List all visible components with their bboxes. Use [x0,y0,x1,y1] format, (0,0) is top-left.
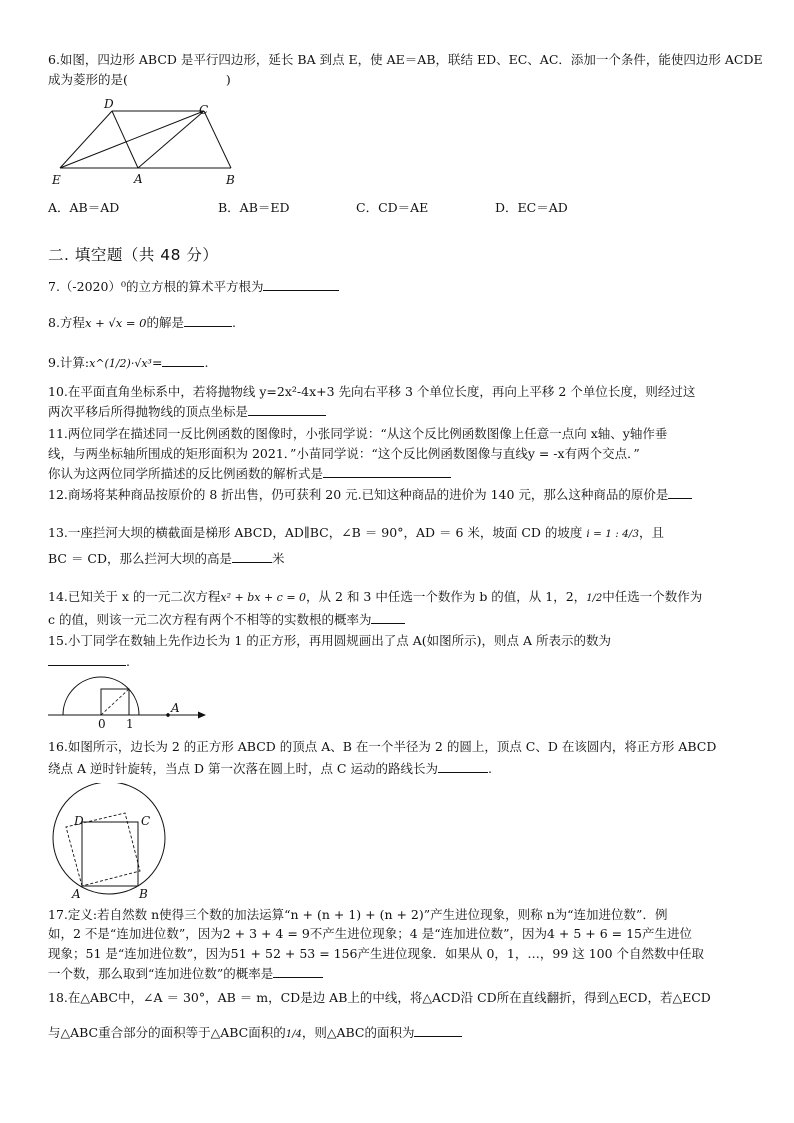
q13-text-end: ，且 [639,525,665,540]
q9 [48,354,208,373]
q11-line2: 线，与两坐标轴所围成的矩形面积为 2021．”小苗同学说：“这个反比例函数图像与直线y = -x有两个交点．” [48,446,640,461]
q12-answer-blank[interactable] [668,486,692,499]
q9-text-start: 9.计算: [48,355,90,370]
q6-label-c: C [199,103,209,117]
q9-period: . [204,355,209,370]
q14-line2 [48,611,405,629]
q16-line1: 16.如图所示，边长为 2 的正方形 ABCD 的顶点 A、B 在一个半径为 2 的圆上，顶点 C、D 在该圆内，将正方形 ABCD [48,739,717,754]
q12-text: 12.商场将某种商品按原价的 8 折出售，仍可获利 20 元.已知这种商品的进价为 140 元，那么这种商品的原价是 [48,487,669,502]
q9-answer-blank[interactable] [162,354,204,367]
q10-line1: 10.在平面直角坐标系中，若将抛物线 y=2x²-4x+3 先向右平移 3 个单位长度，再向上平移 2 个单位长度，则经过这 [48,384,696,399]
q7-text: 7.（-2020）⁰的立方根的算术平方根为 [48,279,264,294]
q6-choice-d[interactable]: D．EC＝AD [495,200,568,215]
q16-circle-square-figure [48,783,178,901]
q6-parallelogram-figure [46,98,246,186]
q8-text-end: 的解是 [146,315,184,330]
q11-answer-blank[interactable] [323,465,451,478]
q16-label-c: C [141,814,151,828]
q16-period: . [487,761,492,776]
q17-text: 一个数，那么取到“连加进位数”的概率是 [48,966,274,981]
q6-paren-close: ) [225,72,231,87]
q16-label-a: A [72,887,81,901]
q7 [48,278,339,296]
q6-line1: 6.如图，四边形 ABCD 是平行四边形，延长 BA 到点 E，使 AE＝AB，联结 ED、EC、AC．添加一个条件，能使四边形 ACDE [48,52,763,67]
q17-answer-blank[interactable] [273,965,323,978]
q17-line3: 现象；51 是“连加进位数”，因为51 + 52 + 53 = 156产生进位现象．如果从 0，1，…，99 这 100 个自然数中任取 [48,946,705,961]
q16-label-b: B [139,887,148,901]
q15-period: . [126,654,130,669]
q13-line2 [48,550,285,568]
q6-line2 [48,71,231,89]
q15-label-a: A [171,701,180,715]
q17-line1: 17.定义:若自然数 n使得三个数的加法运算“n + (n + 1) + (n + 2)”产生进位现象，则称 n为“连加进位数”．例 [48,907,668,922]
q6-stem-end: 成为菱形的是( [48,72,128,87]
q8 [48,314,236,332]
q16-label-d: D [74,814,84,828]
q15-label-0: 0 [98,717,106,730]
q18-fraction: 1/4 [285,1029,302,1040]
q10-line2 [48,403,326,421]
q6-label-e: E [52,173,61,186]
q8-answer-blank[interactable] [184,314,232,327]
q18-line2 [48,1024,462,1044]
q11-text: 你认为这两位同学所描述的反比例函数的解析式是 [48,466,324,481]
q16-answer-blank[interactable] [438,760,488,773]
q16-text: 绕点 A 逆时针旋转，当点 D 第一次落在圆上时，点 C 运动的路线长为 [48,761,438,776]
q15-line1: 15.小丁同学在数轴上先作边长为 1 的正方形，再用圆规画出了点 A(如图所示)，则点 A 所表示的数为 [48,633,612,648]
q6-label-b: B [226,173,235,186]
q13-text2: BC ＝ CD，那么拦河大坝的高是 [48,551,233,566]
q6-choice-a[interactable]: A．AB＝AD [48,200,120,215]
q12 [48,486,692,504]
section-title-fill-in: 二. 填空题（共 48 分） [48,246,219,264]
q8-equation: x + √x = 0 [84,316,147,330]
q6-choice-b[interactable]: B．AB＝ED [218,200,290,215]
q14-text-start: 14.已知关于 x 的一元二次方程 [48,589,221,604]
q15-arrow-icon [198,712,206,719]
q9-equals: = [151,355,163,370]
q18-answer-blank[interactable] [414,1024,462,1037]
q13-text: 13.一座拦河大坝的横截面是梯形 ABCD，AD∥BC，∠B ＝ 90°，AD ＝ 6 米，坡面 CD 的坡度 [48,525,583,540]
q9-expression: x^(1/2)·√x³ [89,357,152,370]
q7-answer-blank[interactable] [263,278,339,291]
q6-label-d: D [104,98,114,111]
q18-text-end: ，则△ABC的面积为 [301,1025,415,1040]
q8-text-start: 8.方程 [48,315,85,330]
q14-fraction: 1/2 [586,593,603,604]
q17-line2: 如，2 不是“连加进位数”，因为2 + 3 + 4 = 9不产生进位现象；4 是“连加进位数”，因为4 + 5 + 6 = 15产生进位 [48,926,693,941]
q13-line1 [48,524,664,543]
q14-text2: c 的值，则该一元二次方程有两个不相等的实数根的概率为 [48,612,372,627]
q13-answer-blank[interactable] [232,550,272,563]
q14-line1 [48,588,702,608]
q13-unit: 米 [272,551,285,566]
q14-text-end: 中任选一个数作为 [602,589,703,604]
q17-line4 [48,965,323,983]
q16-line2 [48,760,492,778]
q14-equation: x² + bx + c = 0 [220,591,307,604]
q15-number-line-figure [44,664,214,730]
q13-slope-ratio: i = 1 : 4/3 [586,528,640,540]
q14-text-mid: ，从 2 和 3 中任选一个数作为 b 的值，从 1，2， [306,589,587,604]
q6-choice-c[interactable]: C．CD＝AE [356,200,429,215]
q11-line3 [48,465,451,483]
q18-text-start: 与△ABC重合部分的面积等于△ABC面积的 [48,1025,286,1040]
q6-label-a: A [134,172,143,186]
q18-line1: 18.在△ABC中，∠A ＝ 30°，AB ＝ m，CD是边 AB上的中线，将△ACD沿 CD所在直线翻折，得到△ECD，若△ECD [48,990,711,1005]
q10-text: 两次平移后所得抛物线的顶点坐标是 [48,404,249,419]
q11-line1: 11.两位同学在描述同一反比例函数的图像时，小张同学说：“从这个反比例函数图像上任意一点向 x轴、y轴作垂 [48,426,668,441]
q14-answer-blank[interactable] [371,611,405,624]
q8-period: . [231,315,236,330]
q15-label-1: 1 [126,717,134,730]
q10-answer-blank[interactable] [248,403,326,416]
